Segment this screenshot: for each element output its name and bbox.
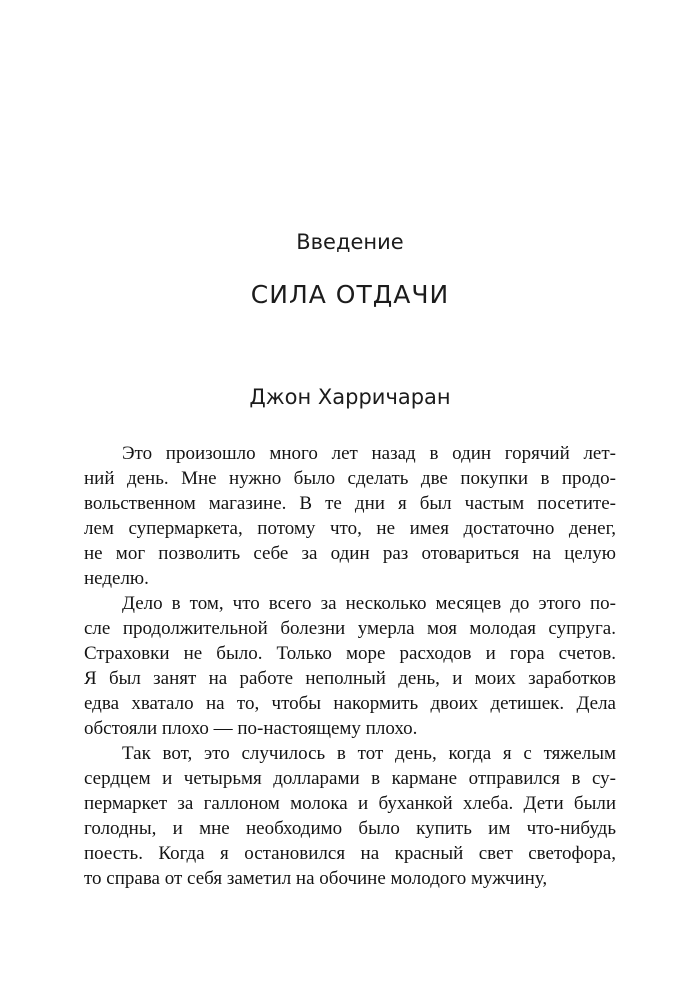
paragraph bbox=[84, 741, 616, 891]
text-line: голодны, и мне необходимо было купить им что-нибудь bbox=[84, 818, 616, 839]
author-name: Джон Харричаран bbox=[249, 385, 451, 409]
text-line: лем супермаркета, потому что, не имея достаточно денег, bbox=[84, 518, 616, 539]
paragraph bbox=[84, 441, 616, 591]
text-line: Я был занят на работе неполный день, и моих заработков bbox=[84, 668, 616, 689]
body-text bbox=[84, 441, 616, 891]
text-line: пермаркет за галлоном молока и буханкой хлеба. Дети были bbox=[84, 793, 616, 814]
text-line: не мог позволить себе за один раз отовариться на целую bbox=[84, 543, 616, 564]
text-line: Дело в том, что всего за несколько месяцев до этого по- bbox=[122, 593, 616, 614]
text-line: вольственном магазине. В те дни я был частым посетите- bbox=[84, 493, 616, 514]
text-line: Так вот, это случилось в тот день, когда я с тяжелым bbox=[122, 743, 616, 764]
text-line: Страховки не было. Только море расходов и гора счетов. bbox=[84, 643, 616, 664]
text-line: Это произошло много лет назад в один горячий лет- bbox=[122, 443, 616, 464]
chapter-title: СИЛА ОТДАЧИ bbox=[250, 280, 450, 309]
paragraph bbox=[84, 591, 616, 741]
text-line: сле продолжительной болезни умерла моя молодая супруга. bbox=[84, 618, 616, 639]
text-line: обстояли плохо — по-настоящему плохо. bbox=[84, 718, 418, 739]
text-line: едва хватало на то, чтобы накормить двоих детишек. Дела bbox=[84, 693, 616, 714]
text-line: поесть. Когда я остановился на красный свет светофора, bbox=[84, 843, 616, 864]
text-line: то справа от себя заметил на обочине молодого мужчину, bbox=[84, 868, 548, 889]
text-line: неделю. bbox=[84, 568, 149, 589]
text-line: сердцем и четырьмя долларами в кармане отправился в су- bbox=[84, 768, 616, 789]
text-line: ний день. Мне нужно было сделать две покупки в продо- bbox=[84, 468, 616, 489]
chapter-label: Введение bbox=[296, 230, 404, 254]
